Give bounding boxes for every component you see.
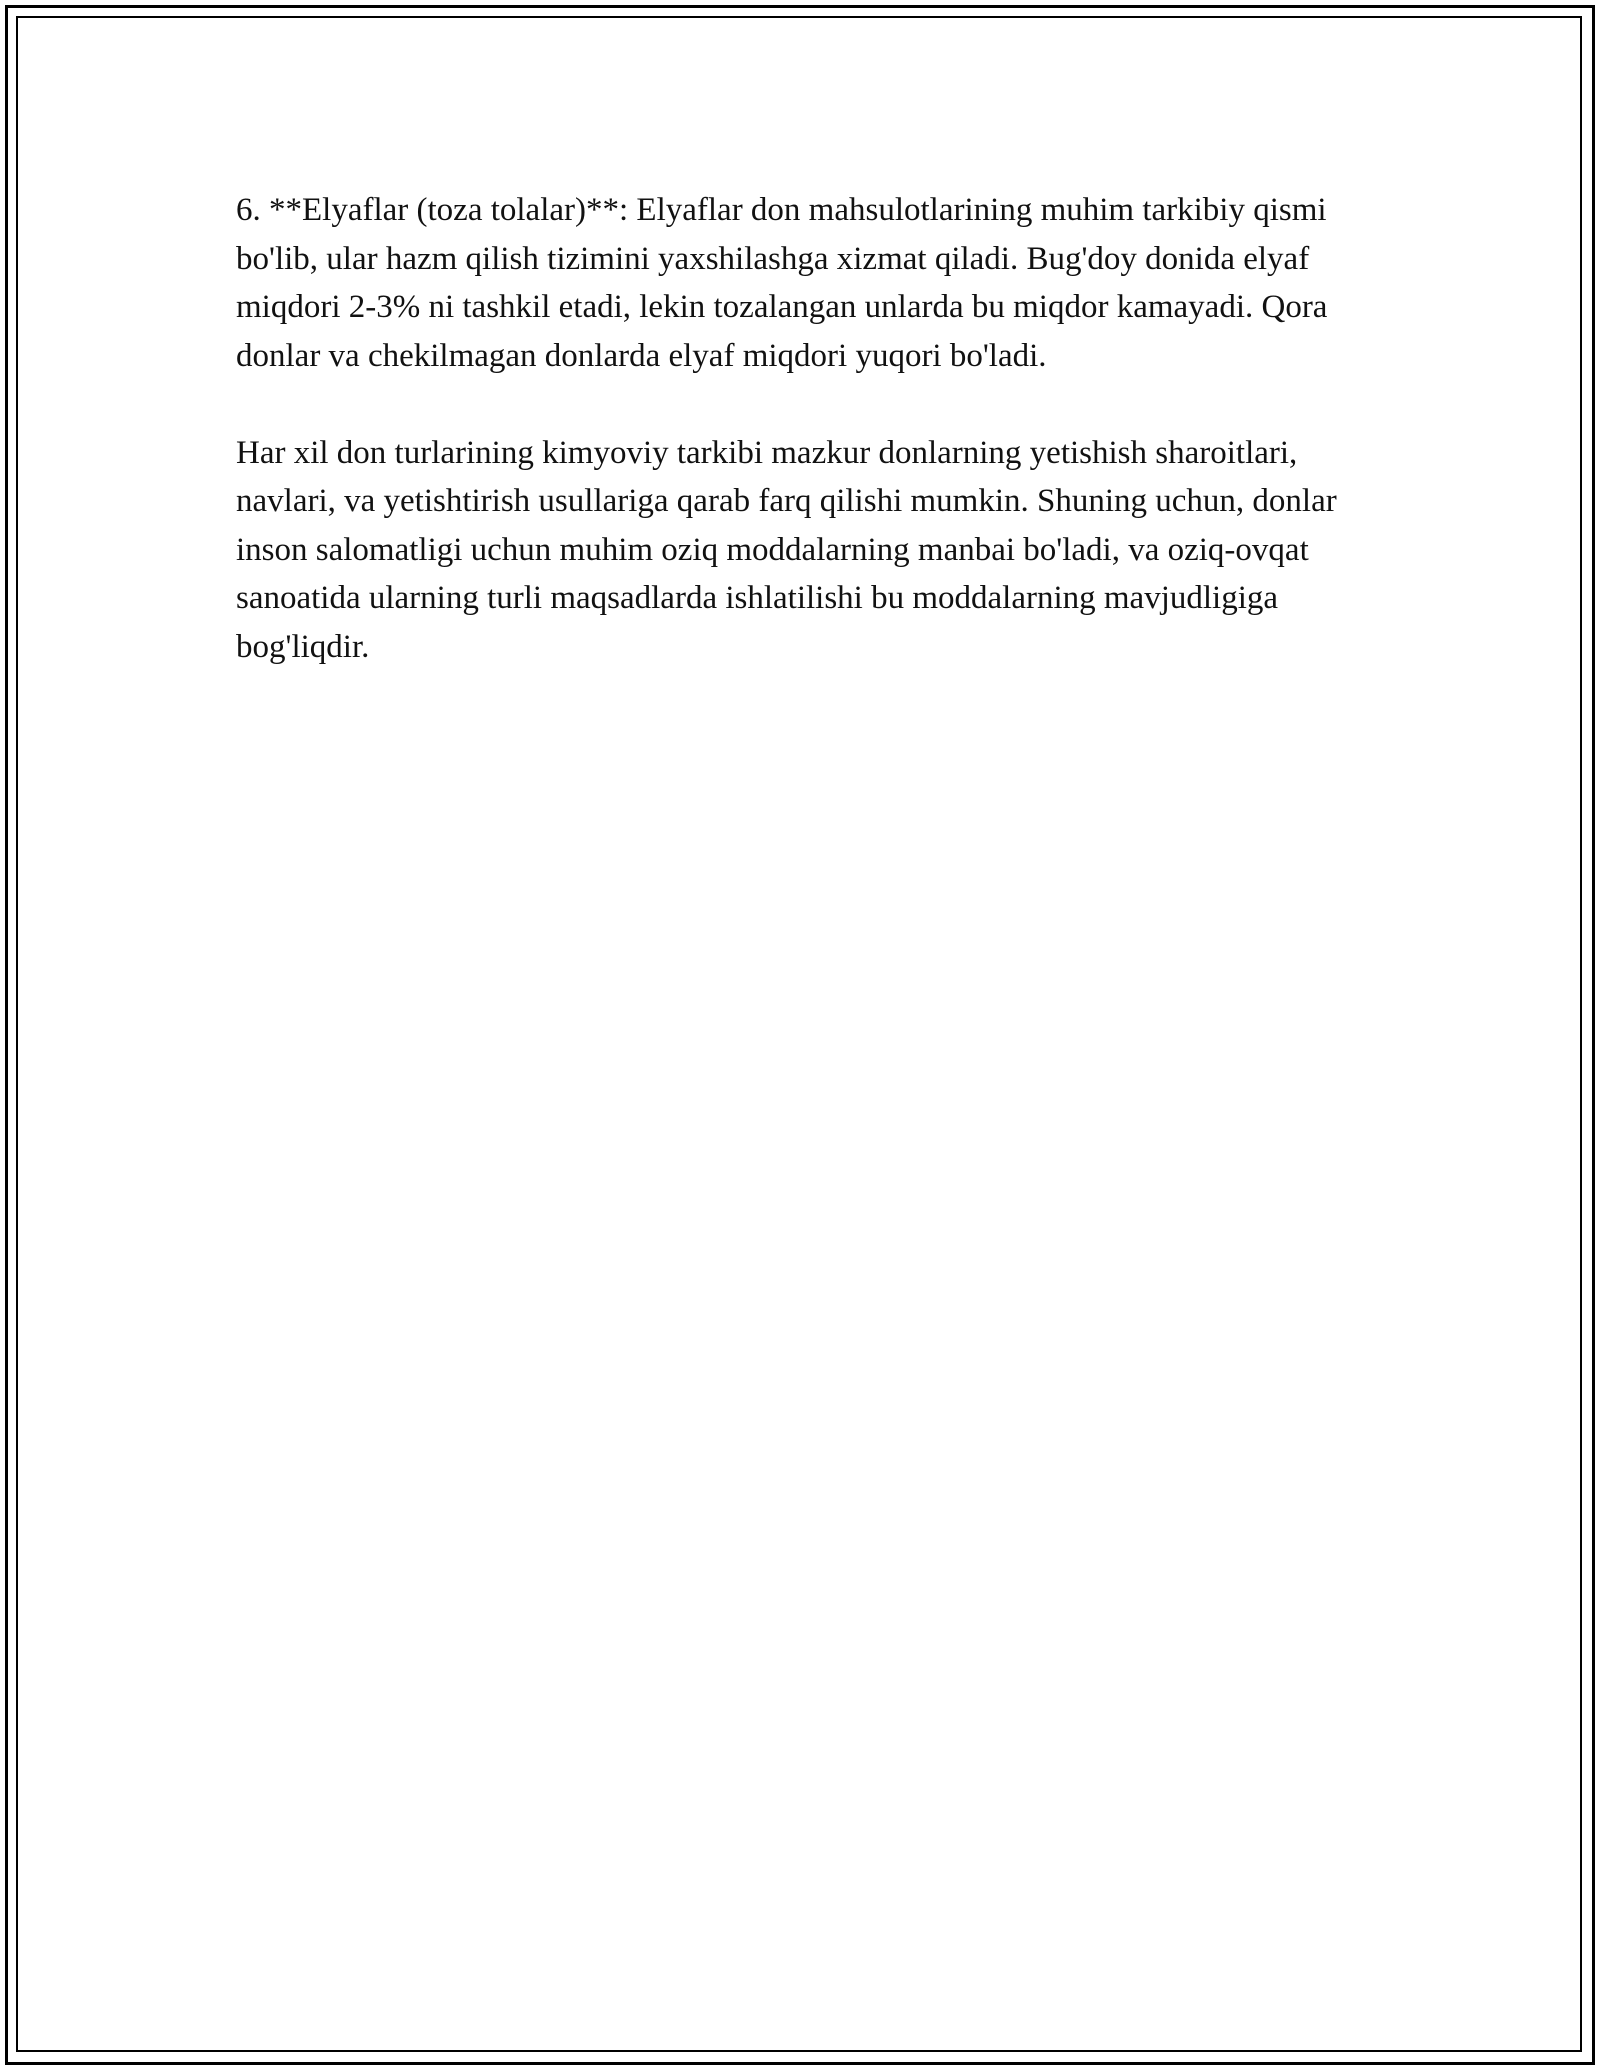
paragraph-fiber: 6. **Elyaflar (toza tolalar)**: Elyaflar don mahsulotlarining muhim tarkibiy qismi bo'lib, ular hazm qilish tizimini yaxshilashga xizmat qiladi. Bug'doy donida elyaf miqdori 2-3% ni tashkil etadi, lekin tozalangan unlarda bu miqdor kamayadi. Qora donlar va chekilmagan donlarda elyaf miqdori yuqori bo'ladi.: [236, 192, 1328, 374]
paragraph-chemical-composition: Har xil don turlarining kimyoviy tarkibi mazkur donlarning yetishish sharoitlari, navlari, va yetishtirish usullariga qarab farq qilishi mumkin. Shuning uchun, donlar inson salomatligi uchun muhim oziq moddalarning manbai bo'ladi, va oziq-ovqat sanoatida ularning turli maqsadlarda ishlatilishi bu moddalarning mavjudligiga bog'liqdir.: [236, 434, 1337, 665]
document-body: [236, 186, 1366, 720]
